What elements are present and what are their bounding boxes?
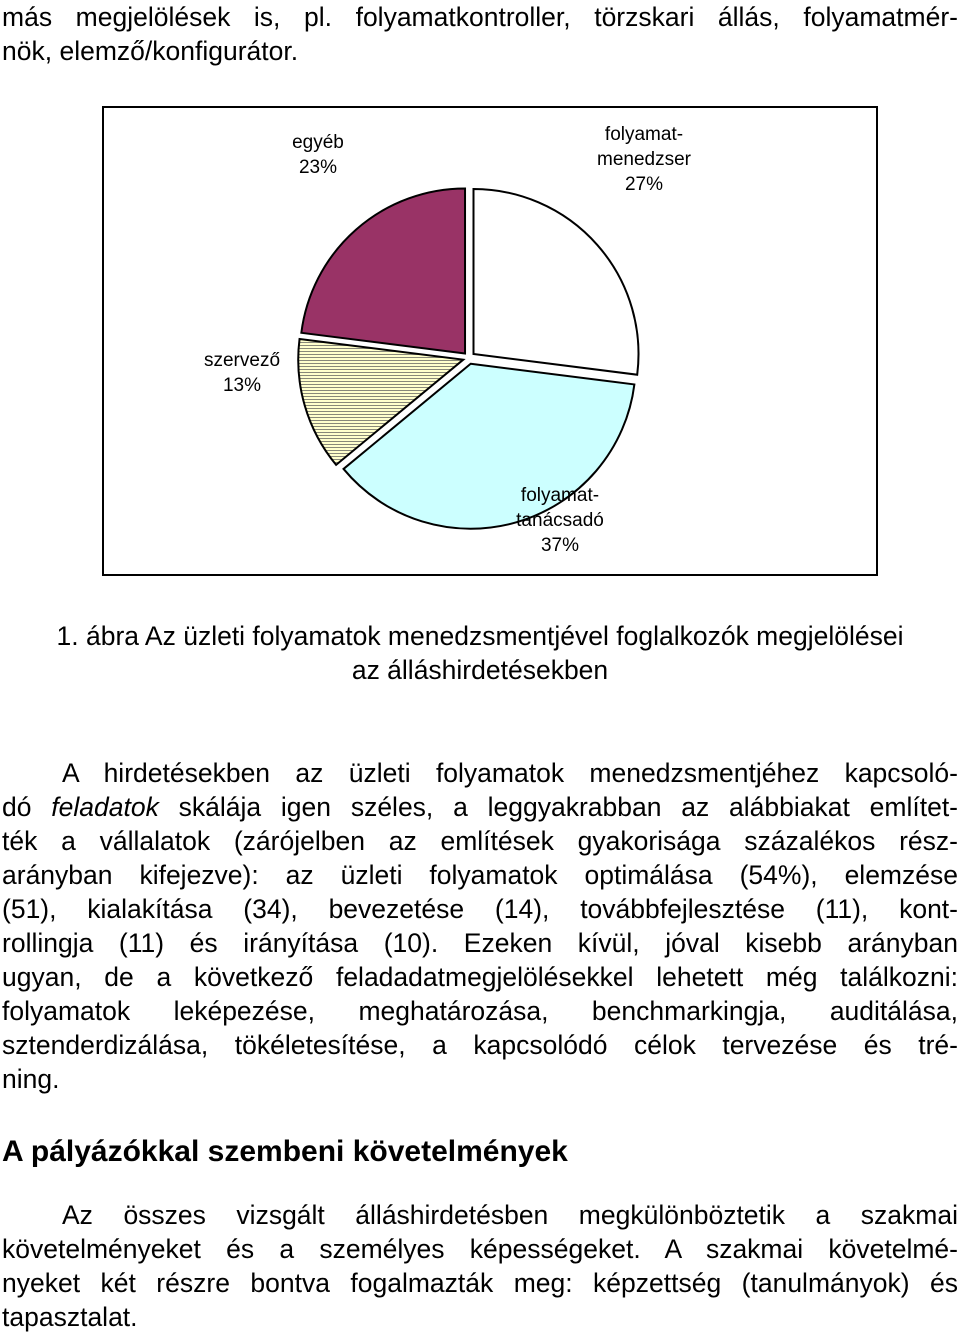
pie-slice-1 <box>474 189 639 375</box>
para1-line-1: A hirdetésekben az üzleti folyamatok menedzsmentjéhez kapcsoló- <box>62 758 958 788</box>
para1-line-5: (51), kialakítása (34), bevezetése (14), továbbfejlesztése (11), kont- <box>2 894 958 924</box>
para1-line-2-a: dó <box>2 792 52 822</box>
para1-line-8: folyamatok leképezése, meghatározása, benchmarkingja, auditálása, <box>2 996 958 1026</box>
pie-label-2-line-1: folyamat- <box>520 485 600 506</box>
pie-label-1-line-1: folyamat- <box>604 124 684 145</box>
para2-line-4: tapasztalat. <box>2 1302 138 1332</box>
section-heading: A pályázókkal szembeni követelmények <box>2 1135 568 1168</box>
pie-label-2-line-3: 37% <box>540 535 580 556</box>
para1-line-7: ugyan, de a következő feladadatmegjelölésekkel lehetett még találkozni: <box>2 962 958 992</box>
pie-label-1-line-2: menedzser <box>597 149 691 170</box>
intro-line-2: nök, elemző/konfigurátor. <box>2 36 299 66</box>
para1-line-6: rollingja (11) és irányítása (10). Ezeken kívül, jóval kisebb arányban <box>2 928 958 958</box>
para2-line-3: nyeket két részre bontva fogalmazták meg: képzettség (tanulmányok) és <box>2 1268 958 1298</box>
figure-caption-line-2: az álláshirdetésekben <box>351 655 609 685</box>
para1-line-10: ning. <box>2 1064 60 1094</box>
para1-line-2 <box>2 790 958 824</box>
para2-line-2: követelményeket és a személyes képességeket. A szakmai követelmé- <box>2 1234 958 1264</box>
para2-line-1: Az összes vizsgált álláshirdetésben megkülönböztetik a szakmai <box>62 1200 958 1230</box>
pie-label-3-line-1: szervező <box>203 350 281 371</box>
para1-line-3: ték a vállalatok (zárójelben az említések gyakorisága százalékos rész- <box>2 826 958 856</box>
pie-chart-figure <box>102 106 878 576</box>
pie-slice-4 <box>301 188 465 353</box>
intro-line-1: más megjelölések is, pl. folyamatkontroller, törzskari állás, folyamatmér- <box>2 2 958 32</box>
pie-label-3-line-2: 13% <box>222 375 262 396</box>
para1-line-4: arányban kifejezve): az üzleti folyamatok optimálása (54%), elemzése <box>2 860 958 890</box>
pie-label-1-line-3: 27% <box>624 174 664 195</box>
pie-label-4-line-2: 23% <box>298 157 338 178</box>
para1-italic-feladatok: feladatok <box>51 792 159 822</box>
pie-label-2-line-2: tanácsadó <box>516 510 604 531</box>
pie-chart <box>104 108 876 574</box>
figure-caption-line-1: 1. ábra Az üzleti folyamatok menedzsmentjével foglalkozók megjelölései <box>56 621 904 651</box>
para1-line-2-b: skálája igen széles, a leggyakrabban az alábbiakat említet- <box>158 792 959 822</box>
pie-label-4-line-1: egyéb <box>292 132 344 153</box>
para1-line-9: sztenderdizálása, tökéletesítése, a kapcsolódó célok tervezése és tré- <box>2 1030 958 1060</box>
